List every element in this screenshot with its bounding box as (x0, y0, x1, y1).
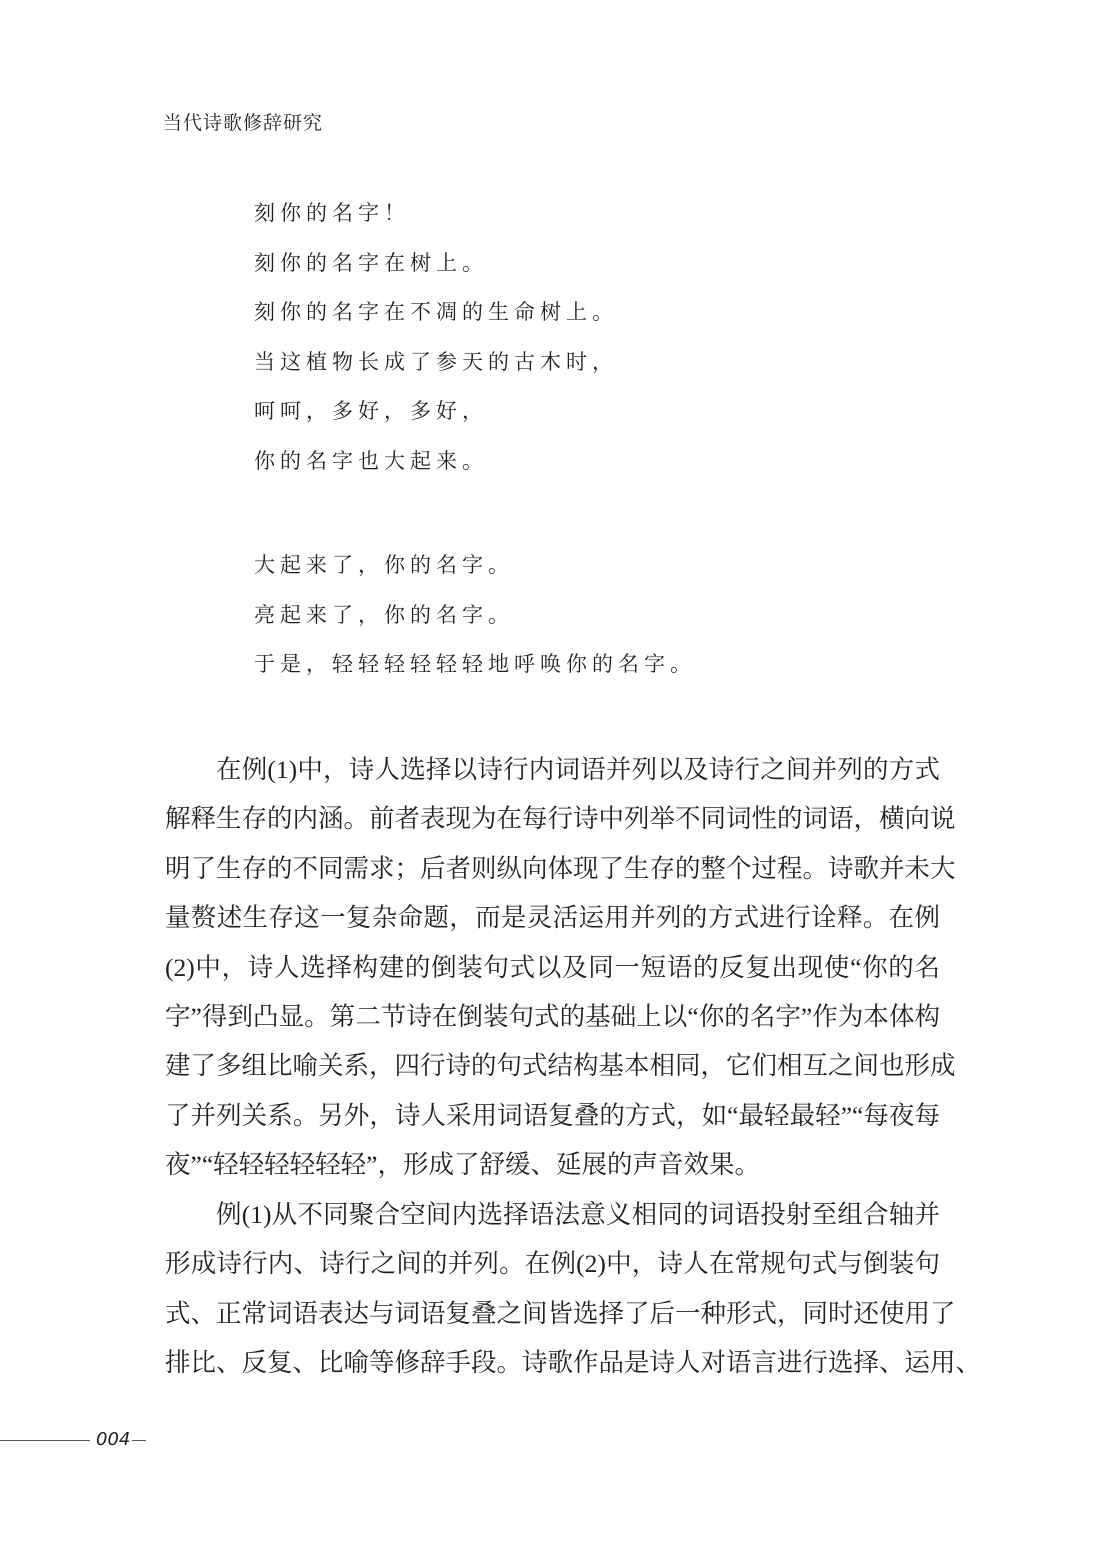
poem-line: 你的名字也大起来。 (254, 448, 488, 473)
poem-line: 呵呵，多好，多好， (254, 399, 488, 423)
paragraph-line: 明了生存的不同需求；后者则纵向体现了生存的整个过程。诗歌并未大 (165, 853, 956, 883)
footer-rule-right (132, 1440, 146, 1441)
running-head: 当代诗歌修辞研究 (163, 112, 324, 134)
paragraph-line: 形成诗行内、诗行之间的并列。在例(2)中，诗人在常规句式与倒装句 (165, 1249, 940, 1279)
footer-rule-left (0, 1440, 90, 1441)
paragraph-line: 量赘述生存这一复杂命题，而是灵活运用并列的方式进行诠释。在例 (165, 903, 940, 933)
paragraph-line: (2)中，诗人选择构建的倒装句式以及同一短语的反复出现使“你的名 (165, 952, 940, 982)
poem-line: 当这植物长成了参天的古木时， (254, 349, 618, 374)
poem-stanza-2 (254, 541, 696, 690)
paragraph-line: 解释生存的内涵。前者表现为在每行诗中列举不同词性的词语，横向说 (165, 804, 956, 834)
poem-stanza-1 (254, 189, 618, 486)
page-number: 004 (96, 1429, 131, 1450)
paragraph-line: 字”得到凸显。第二节诗在倒装句式的基础上以“你的名字”作为本体构 (165, 1001, 940, 1031)
poem-line: 大起来了，你的名字。 (254, 553, 514, 577)
paragraph-line: 式、正常词语表达与词语复叠之间皆选择了后一种形式，同时还使用了 (165, 1298, 956, 1328)
poem-line: 于是，轻轻轻轻轻轻地呼唤你的名字。 (254, 652, 696, 676)
paragraph-line: 例(1)从不同聚合空间内选择语法意义相同的词语投射至组合轴并 (216, 1200, 940, 1229)
poem-line: 刻你的名字在不凋的生命树上。 (254, 300, 618, 324)
body-paragraph-1 (165, 745, 956, 1190)
poem-line: 刻你的名字！ (254, 201, 410, 225)
page-footer (0, 1428, 160, 1452)
poem-line: 刻你的名字在树上。 (254, 250, 488, 275)
paragraph-line: 了并列关系。另外，诗人采用词语复叠的方式，如“最轻最轻”“每夜每 (165, 1100, 940, 1130)
paragraph-line: 排比、反复、比喻等修辞手段。诗歌作品是诗人对语言进行选择、运用、 (165, 1348, 982, 1378)
paragraph-line: 建了多组比喻关系，四行诗的句式结构基本相同，它们相互之间也形成 (165, 1051, 956, 1081)
paragraph-line: 在例(1)中，诗人选择以诗行内词语并列以及诗行之间并列的方式 (216, 755, 940, 784)
poem-line: 亮起来了，你的名字。 (254, 602, 514, 627)
body-paragraph-2 (165, 1190, 982, 1388)
paragraph-line: 夜”“轻轻轻轻轻轻”，形成了舒缓、延展的声音效果。 (165, 1150, 760, 1180)
